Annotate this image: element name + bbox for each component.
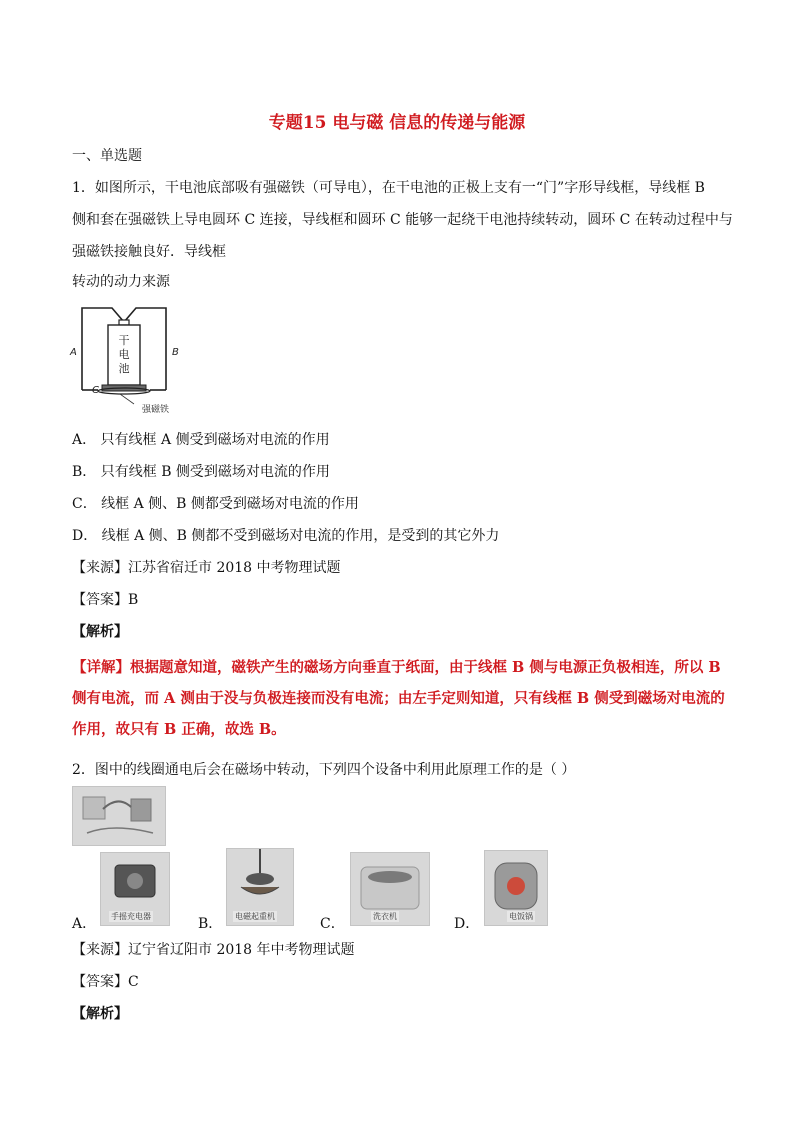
q1-answer: 【答案】B <box>72 592 139 608</box>
q2-stem: 2．图中的线圈通电后会在磁场中转动，下列四个设备中利用此原理工作的是（ ） <box>72 762 576 778</box>
q2-analysis-label: 【解析】 <box>72 1006 128 1022</box>
label-b: B <box>172 347 179 358</box>
q2-option-a-image <box>100 852 170 926</box>
q2-option-d-caption: 电饭锅 <box>509 912 533 921</box>
q1-circuit-figure <box>68 300 188 418</box>
battery-terminal <box>119 320 129 325</box>
battery-char-1: 干 <box>118 334 130 347</box>
label-a: A <box>70 347 77 358</box>
q2-option-a-letter: A． <box>72 916 97 932</box>
q1-detail-paragraph: 【详解】根据题意知道，磁铁产生的磁场方向垂直于纸面，由于线框 B 侧与电源正负极相连，所以 B 侧有电流，而 A 测由于没与负极连接而没有电流；由左手定则知道，只有线框 B 侧受到磁场对电流的作用，故只有 B 正确，故选 B。 <box>72 659 725 738</box>
q2-option-c-letter: C． <box>320 916 345 932</box>
q1-source: 【来源】江苏省宿迁市 2018 中考物理试题 <box>72 560 341 576</box>
label-c: C <box>92 385 99 396</box>
magnet-label: 强磁铁 <box>142 405 170 415</box>
q1-option-a: A． 只有线框 A 侧受到磁场对电流的作用 <box>72 432 330 448</box>
q2-coil-image <box>72 786 166 846</box>
q2-answer: 【答案】C <box>72 974 139 990</box>
q2-option-d-image <box>484 850 548 926</box>
q2-option-b-image <box>226 848 294 926</box>
battery-char-3: 池 <box>118 362 130 375</box>
q2-option-c-image <box>350 852 430 926</box>
q1-option-b: B． 只有线框 B 侧受到磁场对电流的作用 <box>72 464 330 480</box>
q1-stem-line-1: 1．如图所示，干电池底部吸有强磁铁（可导电），在干电池的正极上支有一“门”字形导线框，导线框 B <box>72 180 705 196</box>
q1-option-d: D． 线框 A 侧、B 侧都不受到磁场对电流的作用，是受到的其它外力 <box>72 528 500 544</box>
q2-option-c-caption: 洗衣机 <box>373 912 397 921</box>
battery-char-2: 电 <box>118 348 130 361</box>
section-heading: 一、单选题 <box>72 148 142 164</box>
q1-option-c: C． 线框 A 侧、B 侧都受到磁场对电流的作用 <box>72 496 359 512</box>
q2-option-a-caption: 手摇充电器 <box>111 912 151 921</box>
q1-stem-line-2: 侧和套在强磁铁上导电圆环 C 连接，导线框和圆环 C 能够一起绕干电池持续转动，圆环 C 在转动过程中与 <box>72 212 733 228</box>
q2-source: 【来源】辽宁省辽阳市 2018 年中考物理试题 <box>72 942 355 958</box>
page-title: 专题15 电与磁 信息的传递与能源 <box>268 113 526 133</box>
q2-option-d-letter: D． <box>454 916 480 932</box>
q2-option-b-caption: 电磁起重机 <box>235 912 275 921</box>
q1-stem-line-3: 强磁铁接触良好．导线框 <box>72 244 226 260</box>
q1-analysis-label: 【解析】 <box>72 624 128 640</box>
q2-option-b-letter: B． <box>198 916 223 932</box>
q1-stem-line-4: 转动的动力来源 <box>72 274 170 290</box>
